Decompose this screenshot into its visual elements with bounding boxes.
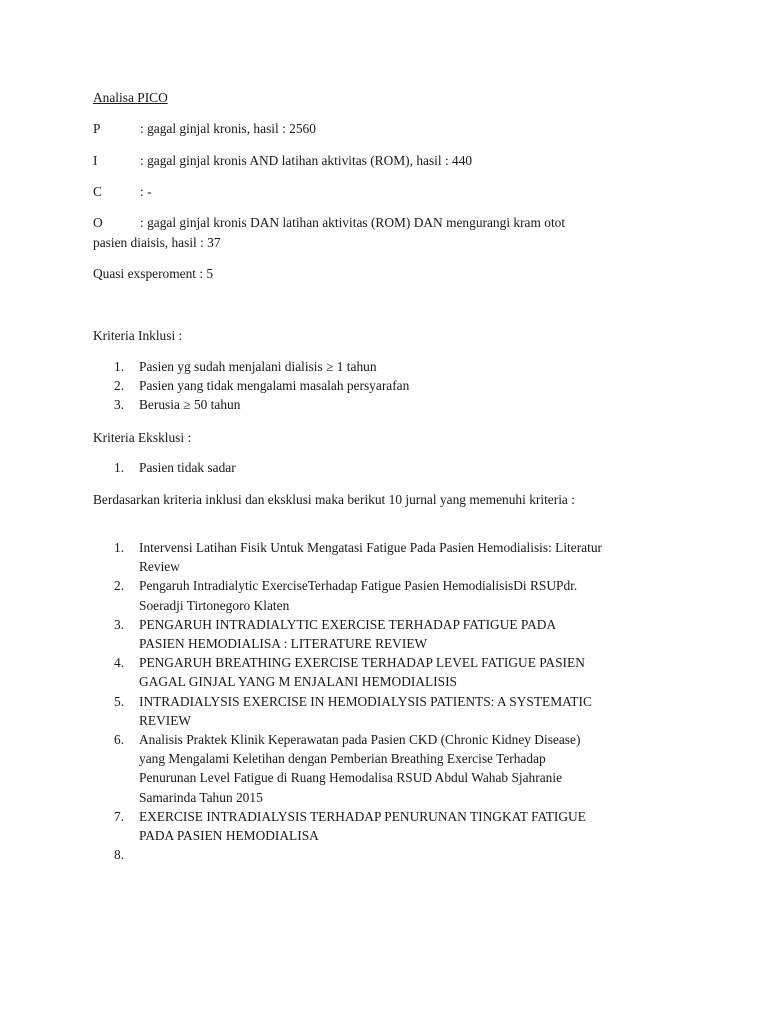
list-number: 1.	[114, 540, 125, 555]
journal-title-line: Analisis Praktek Klinik Keperawatan pada Pasien CKD (Chronic Kidney Disease)	[139, 732, 581, 748]
journal-title-line: Intervensi Latihan Fisik Untuk Mengatasi Fatigue Pada Pasien Hemodialisis: Literatur	[139, 540, 603, 555]
journal-title-line: PENGARUH INTRADIALYTIC EXERCISE TERHADAP FATIGUE PADA	[139, 616, 557, 632]
journal-item	[93, 692, 659, 730]
list-text: Pasien tidak sadar	[139, 460, 236, 475]
list-item	[93, 395, 409, 414]
exclusion-heading: Kriteria Eksklusi :	[93, 430, 192, 445]
list-number: 5.	[114, 693, 125, 709]
pico-text: : -	[140, 184, 152, 199]
journal-title-line: PENGARUH BREATHING EXERCISE TERHADAP LEVEL FATIGUE PASIEN	[139, 655, 585, 671]
inclusion-list	[93, 357, 409, 415]
list-text: Pasien yg sudah menjalani dialisis ≥ 1 tahun	[139, 359, 377, 374]
list-number: 6.	[114, 732, 125, 748]
list-number: 2.	[114, 578, 125, 594]
pico-text: : gagal ginjal kronis AND latihan aktivitas (ROM), hasil : 440	[140, 153, 473, 168]
journal-title-line: Review	[139, 559, 180, 575]
inclusion-heading: Kriteria Inklusi :	[93, 328, 183, 343]
journal-title-line: Penurunan Level Fatigue di Ruang Hemodalisa RSUD Abdul Wahab Sjahranie	[139, 770, 563, 786]
journal-title-line: Soeradji Tirtonegoro Klaten	[139, 597, 290, 613]
pico-text: : gagal ginjal kronis DAN latihan aktivitas (ROM) DAN mengurangi kram otot	[140, 215, 566, 230]
list-text: Berusia ≥ 50 tahun	[139, 397, 241, 413]
list-item	[93, 357, 409, 376]
pico-letter: P	[93, 121, 101, 136]
journal-title-line: Samarinda Tahun 2015	[139, 789, 263, 805]
list-number: 7.	[114, 808, 125, 824]
exclusion-list	[93, 458, 236, 477]
pico-letter: O	[93, 215, 103, 230]
journal-title-line: GAGAL GINJAL YANG M ENJALANI HEMODIALISIS	[139, 674, 457, 690]
list-text: Pasien yang tidak mengalami masalah persyarafan	[139, 378, 410, 394]
journal-title-line: EXERCISE INTRADIALYSIS TERHADAP PENURUNAN TINGKAT FATIGUE	[139, 808, 586, 824]
pico-o-continuation: pasien diaisis, hasil : 37	[93, 235, 221, 250]
journal-item	[93, 845, 659, 864]
journal-title-line: yang Mengalami Keletihan dengan Pemberian Breathing Exercise Terhadap	[139, 751, 546, 767]
journal-title-line: INTRADIALYSIS EXERCISE IN HEMODIALYSIS PATIENTS: A SYSTEMATIC	[139, 693, 592, 709]
quasi-experiment-count: Quasi exsperoment : 5	[93, 266, 214, 281]
journal-item	[93, 730, 659, 807]
journal-item	[93, 576, 659, 614]
pico-letter: C	[93, 184, 102, 199]
journal-list	[93, 538, 659, 864]
pico-letter: I	[93, 153, 98, 168]
journal-item	[93, 538, 659, 576]
list-number: 1.	[114, 460, 125, 475]
list-number: 4.	[114, 655, 125, 671]
list-item	[93, 458, 236, 477]
journal-item	[93, 615, 659, 653]
list-number: 3.	[114, 397, 125, 413]
journal-intro: Berdasarkan kriteria inklusi dan eksklusi maka berikut 10 jurnal yang memenuhi kriteria :	[93, 492, 575, 507]
journal-title-line: Pengaruh Intradialytic ExerciseTerhadap Fatigue Pasien HemodialisisDi RSUPdr.	[139, 578, 578, 594]
journal-item	[93, 807, 659, 845]
journal-item	[93, 653, 659, 691]
pico-text: : gagal ginjal kronis, hasil : 2560	[140, 121, 316, 136]
list-number: 8.	[114, 847, 125, 863]
list-item	[93, 376, 409, 395]
journal-title-line: PASIEN HEMODIALISA : LITERATURE REVIEW	[139, 636, 428, 652]
list-number: 1.	[114, 359, 125, 374]
journal-title-line: PADA PASIEN HEMODIALISA	[139, 828, 319, 844]
page-title: Analisa PICO	[93, 90, 168, 105]
journal-title-line: REVIEW	[139, 712, 192, 728]
list-number: 2.	[114, 378, 125, 394]
list-number: 3.	[114, 616, 125, 632]
